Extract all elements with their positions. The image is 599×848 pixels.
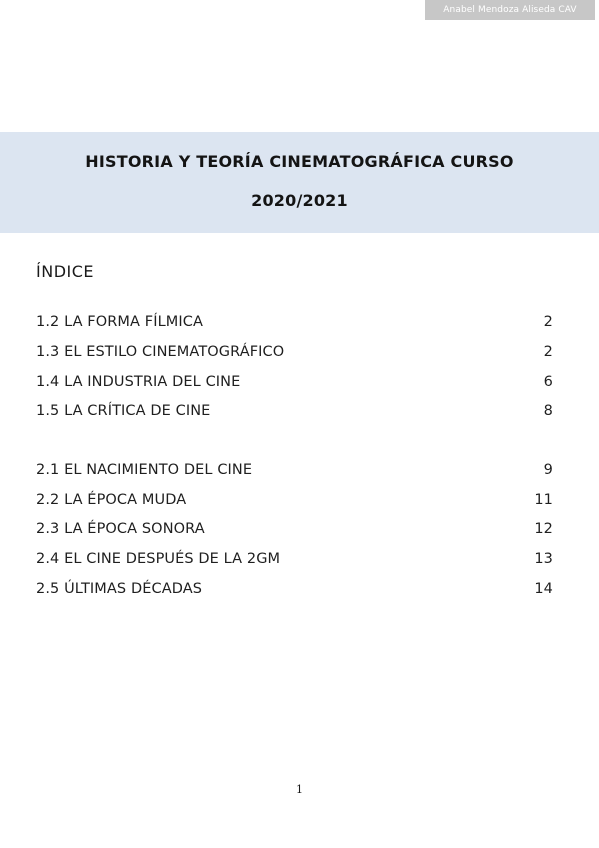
author-tag: Anabel Mendoza Aliseda CAV: [425, 0, 595, 20]
toc-entry-page: 9: [543, 462, 553, 478]
toc-entry-label: 1.4 LA INDUSTRIA DEL CINE: [36, 374, 241, 390]
page-number: 1: [296, 783, 303, 796]
toc-entry[interactable]: [36, 581, 556, 603]
document-title: HISTORIA Y TEORÍA CINEMATOGRÁFICA CURSO: [85, 152, 514, 171]
toc-entry[interactable]: [36, 374, 556, 396]
toc-entry-page: 11: [534, 492, 553, 508]
toc-entry-page: 2: [543, 344, 553, 360]
toc-entry-label: 2.2 LA ÉPOCA MUDA: [36, 492, 187, 508]
toc-entry-label: 2.3 LA ÉPOCA SONORA: [36, 521, 205, 537]
toc-entry[interactable]: [36, 403, 556, 425]
toc-entry[interactable]: [36, 551, 556, 573]
toc-entry-page: 6: [543, 374, 553, 390]
toc-entry-label: 1.2 LA FORMA FÍLMICA: [36, 314, 204, 330]
toc-entry-label: 2.1 EL NACIMIENTO DEL CINE: [36, 462, 253, 478]
index-heading: ÍNDICE: [36, 262, 95, 281]
document-course-year: 2020/2021: [251, 191, 348, 210]
toc-entry-page: 12: [534, 521, 553, 537]
toc-entry-page: 13: [534, 551, 553, 567]
title-band: [0, 132, 599, 233]
toc-entry[interactable]: [36, 521, 556, 543]
toc-entry-page: 2: [543, 314, 553, 330]
toc-entry[interactable]: [36, 462, 556, 484]
toc-entry-label: 2.5 ÚLTIMAS DÉCADAS: [36, 581, 203, 597]
toc-entry-page: 14: [534, 581, 553, 597]
toc-entry-label: 1.3 EL ESTILO CINEMATOGRÁFICO: [36, 344, 285, 360]
toc-entry-label: 2.4 EL CINE DESPUÉS DE LA 2GM: [36, 551, 281, 567]
toc-entry-label: 1.5 LA CRÍTICA DE CINE: [36, 403, 211, 419]
toc-entry[interactable]: [36, 314, 556, 336]
toc-entry[interactable]: [36, 492, 556, 514]
toc-entry-page: 8: [543, 403, 553, 419]
toc-entry[interactable]: [36, 344, 556, 366]
